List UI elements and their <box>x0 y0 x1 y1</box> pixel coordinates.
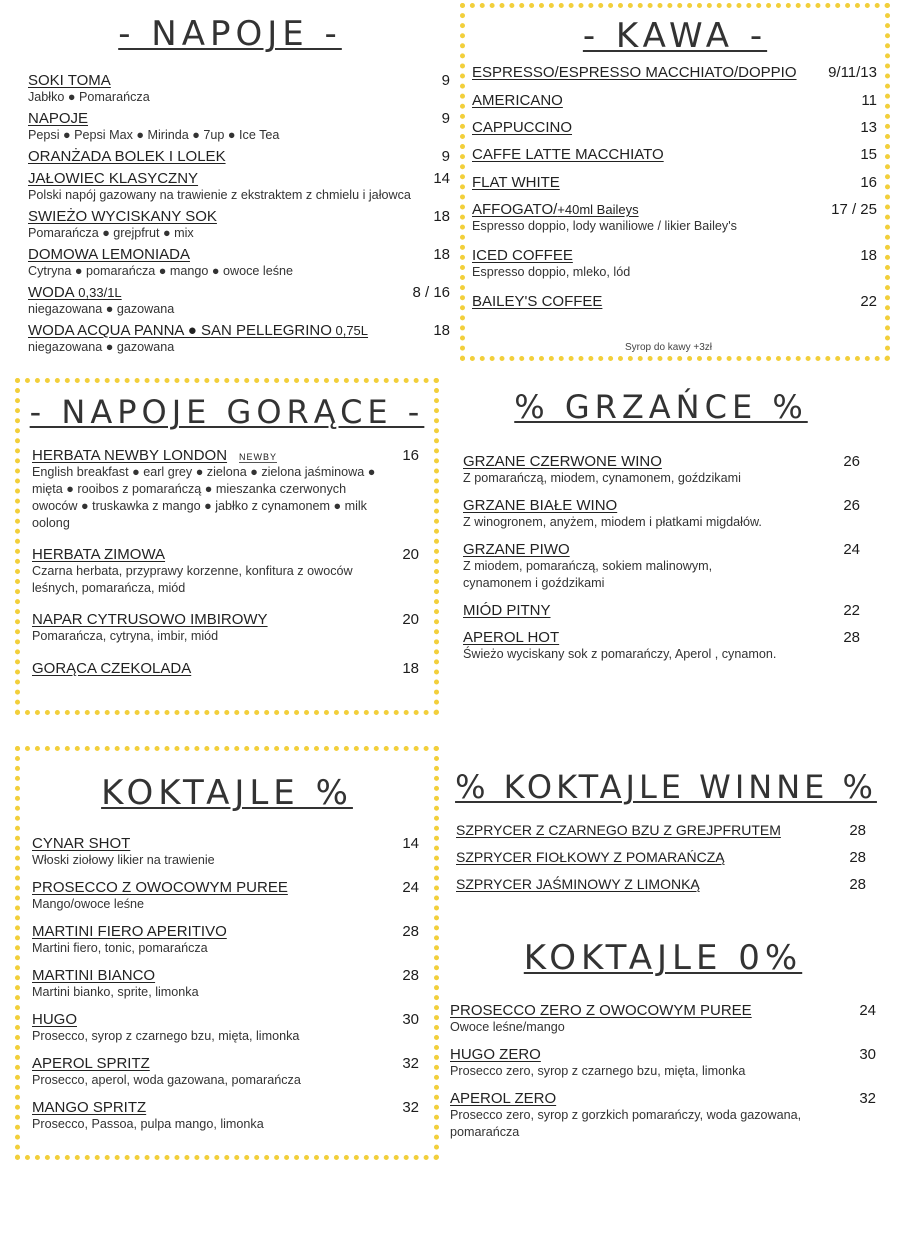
item-price: 30 <box>859 1046 876 1063</box>
item-desc: Polski napój gazowany na trawienie z ekstraktem z chmielu i jałowca <box>28 188 411 202</box>
section-koktajle-zero <box>440 930 886 1150</box>
section-koktajle-winne <box>446 760 886 910</box>
section-napoje <box>0 0 460 370</box>
item-name: ESPRESSO/ESPRESSO MACCHIATO/DOPPIO <box>472 64 797 81</box>
item-price: 14 <box>402 835 419 852</box>
menu-item <box>32 660 382 677</box>
item-price: 18 <box>433 208 450 225</box>
section-kawa <box>460 3 890 361</box>
section-title: KOKTAJLE 0% <box>523 938 803 978</box>
item-name: SWIEŻO WYCISKANY SOK <box>28 208 217 225</box>
item-price: 11 <box>861 92 877 109</box>
item-price: 9 <box>441 110 450 127</box>
item-name: WODA ACQUA PANNA ● SAN PELLEGRINO <box>28 322 332 339</box>
item-size: 0,75L <box>331 323 369 338</box>
item-price: 32 <box>402 1099 419 1116</box>
menu-item <box>28 246 428 280</box>
item-desc: Prosecco zero, syrop z czarnego bzu, mięta, limonka <box>450 1064 746 1078</box>
menu-item <box>450 1002 830 1036</box>
item-name: SZPRYCER JAŚMINOWY Z LIMONKĄ <box>456 876 700 892</box>
section-title: % GRZAŃCE % <box>514 388 808 426</box>
item-name: APEROL HOT <box>463 629 560 646</box>
menu-item <box>472 92 563 109</box>
item-price: 18 <box>402 660 419 677</box>
menu-item <box>463 629 823 663</box>
menu-item <box>32 1011 382 1045</box>
section-title: - NAPOJE - <box>118 14 342 54</box>
section-title: % KOKTAJLE WINNE % <box>455 768 877 806</box>
item-price: 20 <box>402 546 419 563</box>
menu-item <box>32 447 392 532</box>
item-desc: Martini fiero, tonic, pomarańcza <box>32 941 208 955</box>
item-name: ORANŻADA BOLEK I LOLEK <box>28 148 226 165</box>
item-name: JAŁOWIEC KLASYCZNY <box>28 170 199 187</box>
item-name: SZPRYCER FIOŁKOWY Z POMARAŃCZĄ <box>456 849 725 865</box>
item-name: CAFFE LATTE MACCHIATO <box>472 146 664 163</box>
item-desc: Prosecco, syrop z czarnego bzu, mięta, limonka <box>32 1029 300 1043</box>
item-price: 8 / 16 <box>412 284 450 301</box>
menu-item <box>28 208 428 242</box>
item-name: MIÓD PITNY <box>463 602 551 619</box>
menu-item <box>463 602 803 619</box>
item-price: 32 <box>402 1055 419 1072</box>
menu-item <box>463 453 803 487</box>
section-title: KOKTAJLE % <box>101 773 353 813</box>
menu-item <box>463 497 813 531</box>
item-name: DOMOWA LEMONIADA <box>28 246 190 263</box>
menu-item <box>463 541 763 592</box>
menu-item <box>32 1099 382 1133</box>
item-price: 17 / 25 <box>831 201 877 218</box>
item-name: CAPPUCCINO <box>472 119 573 136</box>
item-desc: Martini bianko, sprite, limonka <box>32 985 199 999</box>
menu-item <box>28 72 428 106</box>
item-name: PROSECCO Z OWOCOWYM PUREE <box>32 879 288 896</box>
menu-item <box>450 1090 840 1141</box>
item-price: 28 <box>849 822 866 839</box>
item-name: FLAT WHITE <box>472 174 560 191</box>
item-desc: Z winogronem, anyżem, miodem i płatkami migdałów. <box>463 515 762 529</box>
item-name: APEROL SPRITZ <box>32 1055 150 1072</box>
item-desc: Prosecco, Passoa, pulpa mango, limonka <box>32 1117 264 1131</box>
menu-item <box>32 879 372 913</box>
menu-item <box>28 170 458 204</box>
item-desc: Z pomarańczą, miodem, cynamonem, goździkami <box>463 471 741 485</box>
item-size: 0,33/1L <box>74 285 122 300</box>
item-price: 28 <box>402 967 419 984</box>
item-name: AFFOGATO/ <box>472 201 558 218</box>
menu-item <box>472 293 602 310</box>
item-name: PROSECCO ZERO Z OWOCOWYM PUREE <box>450 1002 752 1019</box>
item-price: 30 <box>402 1011 419 1028</box>
menu-item <box>456 849 725 865</box>
syrup-note: Syrop do kawy +3zł <box>625 342 712 353</box>
item-desc: Pomarańcza ● grejpfrut ● mix <box>28 226 194 240</box>
item-price: 16 <box>402 447 419 464</box>
menu-item <box>472 64 797 81</box>
item-price: 24 <box>859 1002 876 1019</box>
item-price: 14 <box>433 170 450 187</box>
item-desc: Z miodem, pomarańczą, sokiem malinowym, cynamonem i goździkami <box>463 559 713 590</box>
menu-item <box>472 119 572 136</box>
item-price: 20 <box>402 611 419 628</box>
item-name: ICED COFFEE <box>472 247 573 264</box>
item-desc: Prosecco zero, syrop z gorzkich pomarańczy, woda gazowana, pomarańcza <box>450 1108 802 1139</box>
menu-item <box>32 546 382 597</box>
item-name: HERBATA NEWBY LONDON <box>32 447 228 464</box>
item-name: GRZANE PIWO <box>463 541 570 558</box>
item-desc: niegazowana ● gazowana <box>28 302 175 316</box>
item-price: 26 <box>843 497 860 514</box>
menu-item <box>28 110 448 144</box>
item-name: MANGO SPRITZ <box>32 1099 147 1116</box>
item-name: SOKI TOMA <box>28 72 111 89</box>
menu-item <box>32 1055 382 1089</box>
item-name: NAPOJE <box>28 110 89 127</box>
menu-item <box>32 835 372 869</box>
menu-item <box>472 247 630 281</box>
menu-item <box>28 284 408 318</box>
item-price: 28 <box>402 923 419 940</box>
item-desc: Świeżo wyciskany sok z pomarańczy, Aperol , cynamon. <box>463 647 777 661</box>
item-price: 18 <box>860 247 877 264</box>
item-name: APEROL ZERO <box>450 1090 557 1107</box>
item-desc: Jabłko ● Pomarańcza <box>28 90 150 104</box>
item-name: MARTINI BIANCO <box>32 967 156 984</box>
item-desc: niegazowana ● gazowana <box>28 340 175 354</box>
section-napoje-gorace <box>15 378 439 715</box>
section-grzance <box>446 378 876 708</box>
menu-item <box>28 148 448 165</box>
menu-item <box>472 174 560 191</box>
item-price: 28 <box>849 876 866 893</box>
item-desc: Włoski ziołowy likier na trawienie <box>32 853 215 867</box>
item-price: 9 <box>441 72 450 89</box>
menu-item <box>472 201 802 235</box>
item-price: 16 <box>860 174 877 191</box>
menu-item <box>32 611 382 645</box>
item-name: GRZANE BIAŁE WINO <box>463 497 618 514</box>
item-name: HUGO ZERO <box>450 1046 541 1063</box>
section-title: - KAWA - <box>582 16 768 56</box>
item-name: BAILEY'S COFFEE <box>472 293 603 310</box>
item-desc: Espresso doppio, mleko, lód <box>472 265 631 279</box>
item-name: GORĄCA CZEKOLADA <box>32 660 192 677</box>
item-desc: Pomarańcza, cytryna, imbir, miód <box>32 629 219 643</box>
item-name: CYNAR SHOT <box>32 835 131 852</box>
menu-item <box>32 967 372 1001</box>
item-name: SZPRYCER Z CZARNEGO BZU Z GREJPFRUTEM <box>456 822 781 838</box>
item-desc: Owoce leśne/mango <box>450 1020 565 1034</box>
item-name: GRZANE CZERWONE WINO <box>463 453 662 470</box>
menu-item <box>32 923 372 957</box>
item-name: HERBATA ZIMOWA <box>32 546 166 563</box>
item-desc: Czarna herbata, przyprawy korzenne, konfitura z owoców leśnych, pomarańcza, miód <box>32 564 353 595</box>
section-title: - NAPOJE GORĄCE - <box>29 393 425 431</box>
item-name: HUGO <box>32 1011 77 1028</box>
menu-item <box>450 1046 830 1080</box>
item-desc: Espresso doppio, lody waniliowe / likier Bailey's <box>472 219 737 233</box>
newby-logo: NEWBY <box>239 452 278 462</box>
item-price: 18 <box>433 322 450 339</box>
item-price: 18 <box>433 246 450 263</box>
item-addon: +40ml Baileys <box>557 202 639 217</box>
menu-item <box>456 822 781 838</box>
item-desc: English breakfast ● earl grey ● zielona ● zielona jaśminowa ● mięta ● rooibos z pomarańczą ● mieszanka czerwonych owoców ● truskawka z mango ● jabłko z cynamonem ● milk oolong <box>32 465 376 530</box>
menu-item <box>472 146 664 163</box>
item-price: 26 <box>843 453 860 470</box>
item-desc: Mango/owoce leśne <box>32 897 145 911</box>
item-price: 32 <box>859 1090 876 1107</box>
item-desc: Pepsi ● Pepsi Max ● Mirinda ● 7up ● Ice Tea <box>28 128 280 142</box>
item-price: 24 <box>843 541 860 558</box>
item-desc: Cytryna ● pomarańcza ● mango ● owoce leśne <box>28 264 294 278</box>
item-name: AMERICANO <box>472 92 563 109</box>
menu-item <box>456 876 700 892</box>
item-price: 9 <box>441 148 450 165</box>
item-price: 24 <box>402 879 419 896</box>
section-koktajle <box>15 746 439 1160</box>
item-price: 9/11/13 <box>828 64 877 81</box>
item-price: 13 <box>860 119 877 136</box>
item-name: WODA <box>28 284 75 301</box>
item-price: 22 <box>860 293 877 310</box>
item-desc: Prosecco, aperol, woda gazowana, pomarańcza <box>32 1073 301 1087</box>
item-price: 28 <box>849 849 866 866</box>
menu-item <box>28 322 428 356</box>
item-name: NAPAR CYTRUSOWO IMBIROWY <box>32 611 268 628</box>
item-price: 15 <box>860 146 877 163</box>
item-price: 28 <box>843 629 860 646</box>
item-price: 22 <box>843 602 860 619</box>
item-name: MARTINI FIERO APERITIVO <box>32 923 227 940</box>
